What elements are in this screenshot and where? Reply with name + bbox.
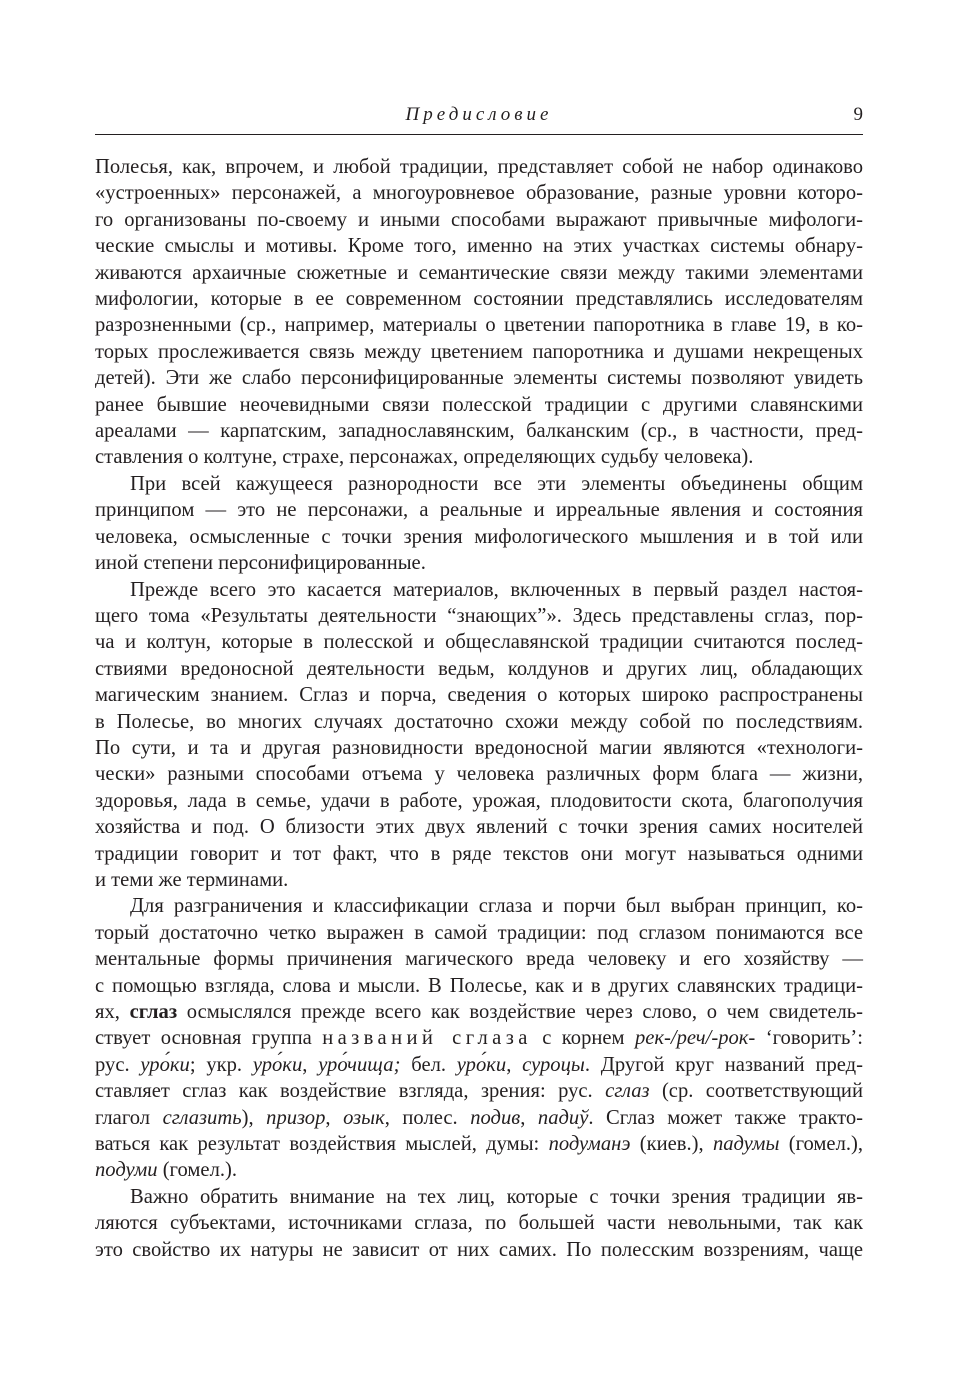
text-line: иной степени персонифицированные. [95,552,426,575]
text-line: ментальные формы причинения магического вреда человеку и его хозяйству — [95,948,863,971]
text-line: Полесья, как, впрочем, и любой традиции, представляет собой не набор одинаково [95,156,863,178]
text-line: «устроенных» персонажей, а многоуровневое образование, разные уровни которо- [95,182,863,205]
italic-term: подив [470,1106,521,1129]
italic-term: уро́ки [456,1053,507,1076]
paragraph-3 [95,577,863,894]
text-line: торый достаточно четко выражен в самой традиции: под сглазом понимаются все [95,921,863,944]
italic-term: падумы [712,1133,780,1156]
text-line: ча и колтун, которые в полесской и общеславянской традиции считаются послед- [95,631,863,654]
text-line: рус. уро́ки; укр. уро́ки, уро́чища; бел. уро́ки, суроцы. Другой круг названий пред- [95,1053,863,1076]
italic-term: рек-/реч/-рок- [634,1027,756,1050]
italic-term: уро́чища; [318,1053,401,1076]
text-line: это свойство их натуры не зависит от них самих. По полесским воззрениям, чаще [95,1238,863,1261]
text-line: го организованы по-своему и иными способами выражают привычные мифологи- [95,208,863,231]
text-line: магическим знанием. Сглаз и порча, сведения о которых широко распространены [95,684,863,707]
italic-term: озык [343,1106,385,1129]
page-number: 9 [853,104,863,125]
italic-term: сглазить [162,1106,242,1129]
italic-term: призор [266,1106,326,1129]
running-header [95,104,863,134]
text-line: человека, осмысленные с точки зрения мифологического мышления и в той или [95,525,863,548]
text-line: живаются архаичные сюжетные и семантические связи между такими элементами [95,261,863,284]
text-line: подуми (гомел.). [95,1159,237,1182]
text-line: ях, сглаз осмыслялся прежде всего как воздействие через слово, о чем свидетель- [95,1001,863,1023]
italic-term: подуманэ [548,1133,631,1156]
body-text [95,154,863,1263]
text-line: традиции говорит и тот факт, что в ряде текстов они могут называться одними [95,842,863,865]
text-line: чески» разными способами отъема у человека различных форм блага — жизни, [95,763,863,786]
spaced-emphasis: названий сглаза [322,1027,532,1050]
text-line: ляются субъектами, источниками сглаза, по большей части невольными, так как [95,1212,863,1235]
text-line: ваться как результат воздействия мыслей, думы: подуманэ (киев.), падумы (гомел.), [95,1133,864,1156]
text-line: разрозненными (ср., например, материалы о цветении папоротника в главе 19, в ко- [95,314,863,337]
text-line: ствует основная группа названий сглаза с корнем рек-/реч/-рок- ‘говорить’: [95,1027,863,1050]
text-line: с помощью взгляда, слова и мысли. В Полесье, как и в других славянских традици- [95,974,863,997]
italic-term: подуми [95,1159,158,1182]
text-line: По сути, и та и другая разновидности вредоносной магии являются «технологи- [95,736,863,759]
text-line: в Полесье, во многих случаях достаточно схожи между собой по последствиям. [95,710,863,733]
text-line: Для разграничения и классификации сглаза и порчи был выбран принцип, ко- [130,895,863,918]
text-line: ставления о колтуне, страхе, персонажах, определяющих судьбу человека). [95,446,754,469]
italic-term: суроцы [522,1053,585,1076]
running-title: Предисловие [405,104,553,125]
paragraph-1 [95,154,863,471]
text-line: ставляет сглаз как воздействие взгляда, зрения: рус. сглаз (ср. соответствующий [95,1080,863,1103]
paragraph-2 [95,471,863,577]
text-line: мифологии, которые в ее современном состоянии представлялись исследователям [95,288,863,311]
paragraph-4 [95,893,863,1183]
text-line: хозяйства и под. О близости этих двух явлений с точки зрения самих носителей [95,816,863,839]
text-line: Важно обратить внимание на тех лиц, которые с точки зрения традиции яв- [130,1185,863,1208]
bold-term: сглаз [129,1001,178,1023]
italic-term: падиў [537,1106,589,1129]
italic-term: уро́ки [140,1053,190,1076]
italic-term: уро́ки [252,1053,303,1076]
text-line: глагол сглазить), призор, озык, полес. подив, падиў. Сглаз может также тракто- [95,1106,864,1129]
text-line: принципом — это не персонажи, а реальные и ирреальные явления и состояния [95,499,863,522]
text-line: и теми же терминами. [95,868,289,891]
text-line: ареалами — карпатским, западнославянским, балканским (ср., в частности, пред- [95,420,863,443]
text-line: ранее бывшие неочевидными связи полесской традиции с другими славянскими [95,393,863,416]
text-line: ческие смыслы и мотивы. Кроме того, именно на этих участках системы обнару- [95,235,863,258]
text-line: торых прослеживается связь между цветением папоротника и душами некрещеных [95,340,863,363]
italic-term: сглаз [605,1080,650,1103]
text-line: щего тома «Результаты деятельности “знающих”». Здесь представлены сглаз, пор- [95,604,863,627]
paragraph-5 [95,1184,863,1263]
text-line: Прежде всего это касается материалов, включенных в первый раздел настоя- [130,578,863,601]
header-rule [95,134,863,135]
text-line: детей). Эти же слабо персонифицированные элементы системы позволяют увидеть [95,367,863,390]
text-line: здоровья, лада в семье, удачи в работе, урожая, плодовитости скота, благополучия [95,789,863,812]
text-line: ствиями вредоносной деятельности ведьм, колдунов и других лиц, обладающих [95,657,863,680]
text-line: При всей кажущееся разнородности все эти элементы объединены общим [130,472,863,495]
